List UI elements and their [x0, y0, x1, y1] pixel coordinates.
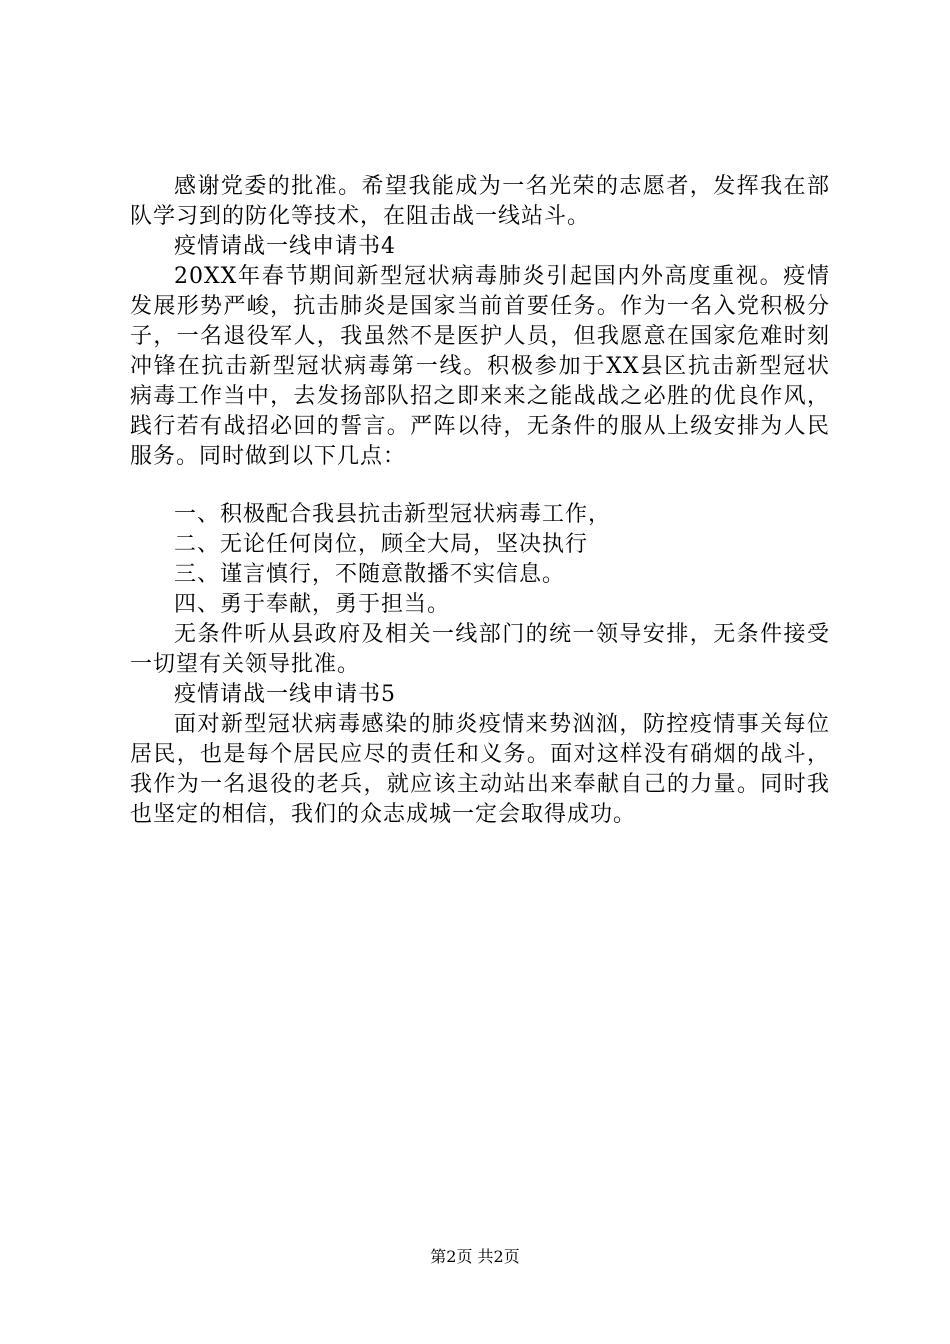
section-heading-5: 疫情请战一线申请书5	[174, 682, 396, 707]
list-item-1: 一、积极配合我县抗击新型冠状病毒工作，	[174, 502, 612, 527]
section-heading-4: 疫情请战一线申请书4	[174, 234, 396, 259]
paragraph-thanks: 感谢党委的批准。希望我能成为一名光荣的志愿者，发挥我在部队学习到的防化等技术，在阻击战一线站斗。	[130, 174, 830, 229]
paragraph-gap	[130, 472, 830, 500]
document-body	[130, 172, 830, 830]
paragraph-obey: 无条件听从县政府及相关一线部门的统一领导安排，无条件接受一切望有关领导批准。	[130, 622, 830, 677]
page-footer: 第2页 共2页	[430, 1247, 520, 1266]
paragraph-application-5: 面对新型冠状病毒感染的肺炎疫情来势汹汹，防控疫情事关每位居民，也是每个居民应尽的责任和义务。面对这样没有硝烟的战斗，我作为一名退役的老兵，就应该主动站出来奉献自己的力量。同时我也坚定的相信，我们的众志成城一定会取得成功。	[130, 712, 830, 827]
paragraph-application-4: 20XX年春节期间新型冠状病毒肺炎引起国内外高度重视。疫情发展形势严峻，抗击肺炎是国家当前首要任务。作为一名入党积极分子，一名退役军人，我虽然不是医护人员，但我愿意在国家危难时刻冲锋在抗击新型冠状病毒第一线。积极参加于XX县区抗击新型冠状病毒工作当中，去发扬部队招之即来来之能战战之必胜的优良作风，践行若有战招必回的誓言。严阵以待，无条件的服从上级安排为人民服务。同时做到以下几点：	[130, 264, 830, 469]
list-item-2: 二、无论任何岗位，顾全大局，坚决执行	[174, 532, 589, 557]
list-item-3: 三、谨言慎行，不随意散播不实信息。	[174, 562, 566, 587]
list-item-4: 四、勇于奉献，勇于担当。	[174, 592, 451, 617]
